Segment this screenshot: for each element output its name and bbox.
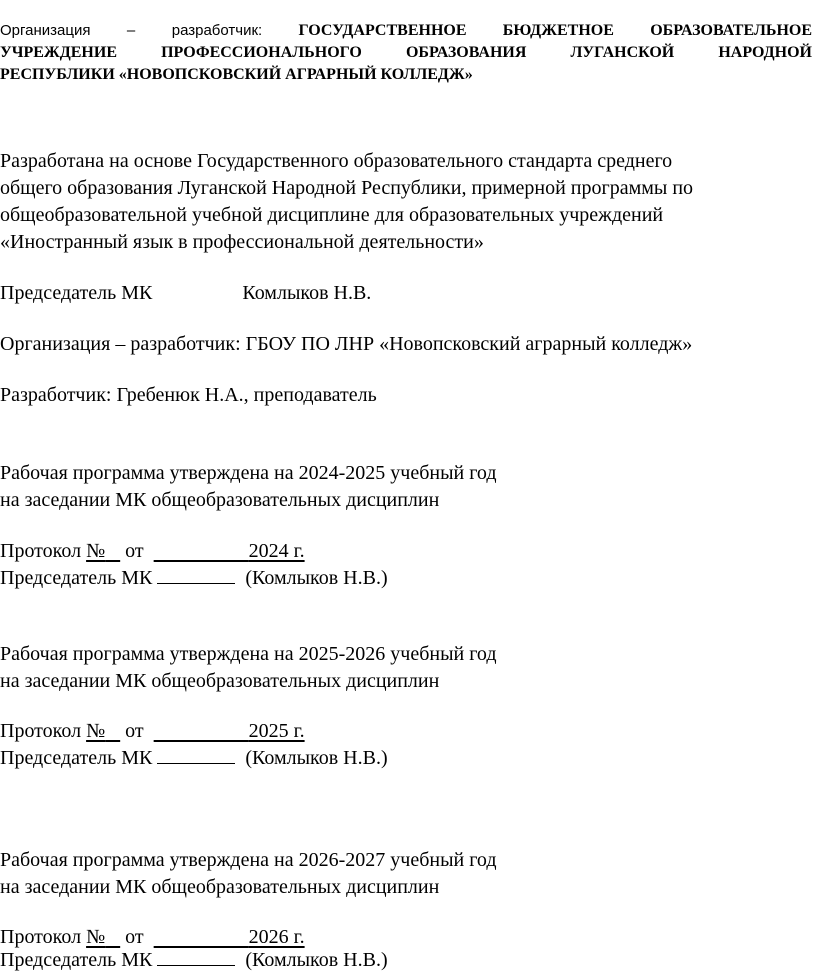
approval-3-chair xyxy=(0,946,388,974)
developer-organization-header xyxy=(0,20,812,86)
protocol-from: от xyxy=(125,926,144,948)
approval-chair-name: (Комлыков Н.В.) xyxy=(245,949,388,971)
signature-blank xyxy=(157,745,235,764)
approval-chair-name: (Комлыков Н.В.) xyxy=(245,747,388,769)
protocol-number: № xyxy=(86,926,106,948)
protocol-label: Протокол xyxy=(0,926,82,948)
approval-3-line-2: на заседании МК общеобразовательных дисциплин xyxy=(0,876,440,898)
approval-2-line-1: Рабочая программа утверждена на 2025-2026 учебный год xyxy=(0,643,497,665)
approval-chair-name: (Комлыков Н.В.) xyxy=(245,567,388,589)
approval-2-protocol xyxy=(0,717,305,745)
header-org-line-3: РЕСПУБЛИКИ «НОВОПСКОВСКИЙ АГРАРНЫЙ КОЛЛЕДЖ» xyxy=(0,66,473,83)
approval-2-chair xyxy=(0,744,388,772)
protocol-number: № xyxy=(86,540,106,562)
approval-2-line-2: на заседании МК общеобразовательных дисциплин xyxy=(0,670,440,692)
protocol-date: 2026 г. xyxy=(248,926,305,948)
protocol-label: Протокол xyxy=(0,540,82,562)
header-row-3 xyxy=(0,64,812,86)
approval-1-line-1: Рабочая программа утверждена на 2024-2025 учебный год xyxy=(0,462,497,484)
approval-1-line-2: на заседании МК общеобразовательных дисциплин xyxy=(0,489,440,511)
basis-line-1: Разработана на основе Государственного образовательного стандарта среднего xyxy=(0,150,673,172)
approval-1-protocol xyxy=(0,537,305,565)
signature-blank xyxy=(157,947,235,966)
approval-chair-role: Председатель МК xyxy=(0,949,153,971)
header-row-1 xyxy=(0,20,812,42)
approval-3-line-1: Рабочая программа утверждена на 2026-2027 учебный год xyxy=(0,849,497,871)
organization-line: Организация – разработчик: ГБОУ ПО ЛНР «Новопсковский аграрный колледж» xyxy=(0,333,693,355)
signature-blank xyxy=(157,565,235,584)
basis-line-2: общего образования Луганской Народной Республики, примерной программы по xyxy=(0,177,694,199)
developer-line: Разработчик: Гребенюк Н.А., преподаватель xyxy=(0,384,377,406)
basis-line-3: общеобразовательной учебной дисциплине для образовательных учреждений xyxy=(0,204,664,226)
protocol-number: № xyxy=(86,720,106,742)
chair-name: Комлыков Н.В. xyxy=(242,282,372,304)
header-org-line-2: УЧРЕЖДЕНИЕ ПРОФЕССИОНАЛЬНОГО ОБРАЗОВАНИЯ ЛУГАНСКОЙ НАРОДНОЙ xyxy=(0,44,812,61)
approval-chair-role: Председатель МК xyxy=(0,747,153,769)
basis-line-4: «Иностранный язык в профессиональной деятельности» xyxy=(0,231,484,253)
approval-chair-role: Председатель МК xyxy=(0,567,153,589)
protocol-date: 2024 г. xyxy=(248,540,305,562)
chair-role: Председатель МК xyxy=(0,282,153,304)
protocol-date: 2025 г. xyxy=(248,720,305,742)
header-org-line-1: ГОСУДАРСТВЕННОЕ БЮДЖЕТНОЕ ОБРАЗОВАТЕЛЬНОЕ xyxy=(298,22,813,39)
approval-1-chair xyxy=(0,564,388,592)
protocol-from: от xyxy=(125,720,144,742)
protocol-label: Протокол xyxy=(0,720,82,742)
header-row-2 xyxy=(0,42,812,64)
chair-line xyxy=(0,279,371,307)
header-label: Организация – разработчик: xyxy=(0,22,263,39)
protocol-from: от xyxy=(125,540,144,562)
